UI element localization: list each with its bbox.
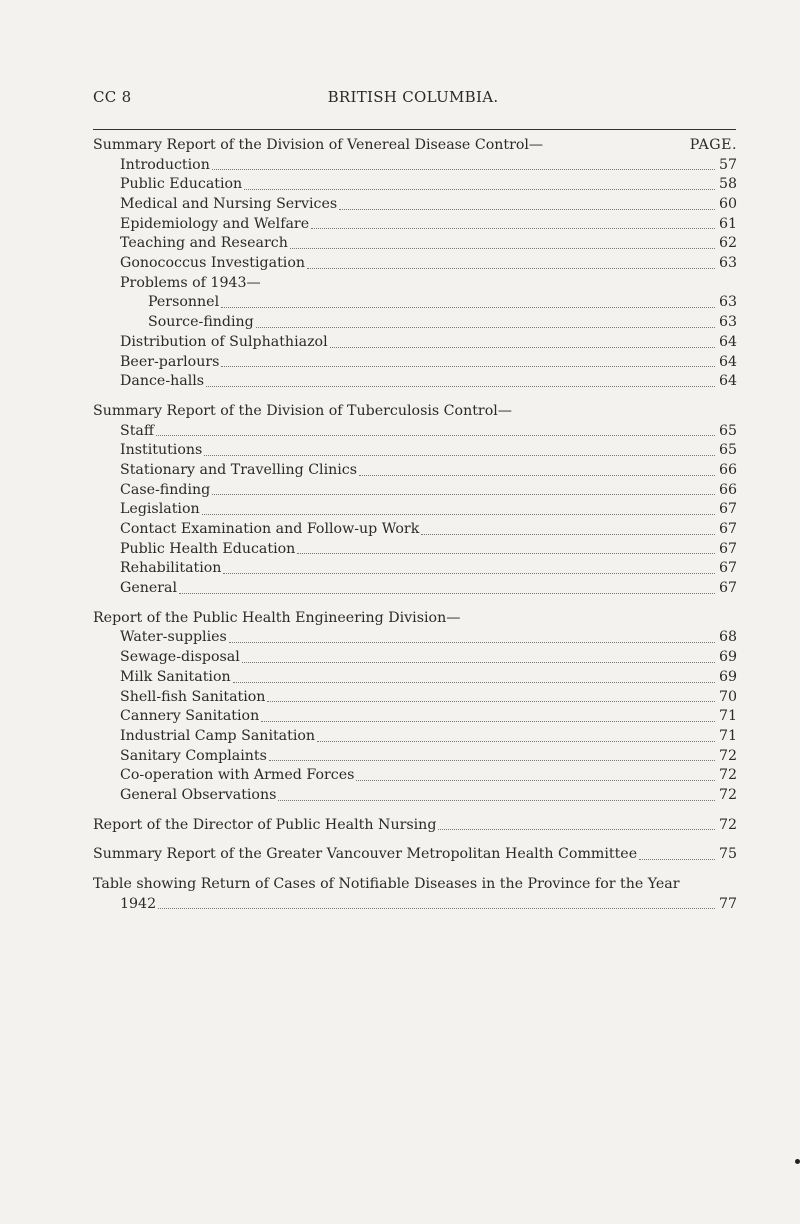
dot-leader [223,573,715,574]
dot-leader [639,859,715,860]
entry-title: Teaching and Research [120,235,288,252]
dot-leader [204,455,715,456]
entry-page: 60 [719,196,738,213]
toc-entry [93,461,737,481]
toc-entry [93,845,737,865]
toc-entry [93,254,737,274]
entry-page: 58 [719,176,738,193]
dot-leader [261,721,715,722]
entry-title: Source-finding [148,314,254,331]
ink-speck [795,1159,800,1164]
entry-title: Water-supplies [120,629,227,646]
toc-entry [93,313,737,333]
entry-title: Summary Report of the Greater Vancouver Metropolitan Health Committee [93,846,638,863]
entry-title: Report of the Director of Public Health Nursing [93,816,437,833]
entry-page: 72 [719,816,738,833]
section-title: Report of the Public Health Engineering Division— [93,609,461,626]
entry-page: 67 [719,501,738,518]
entry-title: Medical and Nursing Services [120,196,338,213]
toc-entry [93,441,737,461]
section-title: Summary Report of the Division of Venereal Disease Control— [93,136,544,153]
toc-entry-first-line [93,875,737,895]
entry-page: 77 [719,895,738,912]
entry-page: 66 [719,481,738,498]
section-entries [93,156,737,392]
entry-page: 67 [719,580,738,597]
toc-entry [93,274,737,294]
dot-leader [267,701,715,702]
entry-title: Case-finding [120,481,211,498]
entry-page: 69 [719,668,738,685]
toc-entry [93,747,737,767]
entry-page: 63 [719,255,738,272]
toc-entry [93,333,737,353]
dot-leader [158,908,715,909]
entry-title: Milk Sanitation [120,668,231,685]
entry-title: Contact Examination and Follow-up Work [120,521,420,538]
toc-entry [93,294,737,314]
dot-leader [269,760,715,761]
entry-title: Cannery Sanitation [120,708,260,725]
toc-entry [93,540,737,560]
entry-title: Gonococcus Investigation [120,255,305,272]
entry-title: Table showing Return of Cases of Notifiable Diseases in the Province for the Year [93,876,680,893]
section-entries [93,422,737,599]
entry-title: Public Health Education [120,540,296,557]
entry-title-continued: 1942 [120,895,157,912]
toc-entry [93,234,737,254]
toc-entry [93,520,737,540]
entry-page: 68 [719,629,738,646]
toc-entry [93,766,737,786]
entry-page: 69 [719,649,738,666]
entry-page: 57 [719,156,738,173]
entry-title: General [120,580,178,597]
running-title: BRITISH COLUMBIA. [327,88,499,106]
dot-leader [438,829,715,830]
entry-page: 72 [719,786,738,803]
toc-entry [93,648,737,668]
section-entries [93,629,737,806]
entry-page: 72 [719,747,738,764]
toc-entry [93,559,737,579]
entry-title: Sanitary Complaints [120,747,267,764]
entry-title: Personnel [148,294,220,311]
entry-title: Problems of 1943— [120,274,261,291]
entry-page: 61 [719,215,738,232]
entry-title: Introduction [120,156,210,173]
entry-title: Beer-parlours [120,353,220,370]
toc-entry [93,353,737,373]
toc-entry [93,195,737,215]
toc-entry [93,422,737,442]
entry-title: Legislation [120,501,200,518]
entry-title: Staff [120,422,154,439]
dot-leader [356,780,715,781]
entry-page: 75 [719,846,738,863]
dot-leader [233,682,715,683]
toc-entry [93,707,737,727]
entry-page: 64 [719,333,738,350]
dot-leader [242,662,715,663]
dot-leader [421,534,715,535]
dot-leader [221,307,715,308]
toc-entry [93,175,737,195]
entry-title: Distribution of Sulphathiazol [120,333,328,350]
entry-title: Shell-fish Sanitation [120,688,266,705]
dot-leader [290,248,715,249]
entry-page: 72 [719,767,738,784]
dot-leader [278,800,715,801]
entry-title: Stationary and Travelling Clinics [120,461,358,478]
entry-page: 62 [719,235,738,252]
section-heading [93,402,737,422]
entry-page: 65 [719,422,738,439]
entry-page: 67 [719,521,738,538]
dot-leader [221,366,715,367]
toc-entry [93,688,737,708]
entry-title: Dance-halls [120,373,205,390]
toc-entry-continuation [93,895,737,915]
dot-leader [156,435,715,436]
toc-entry [93,215,737,235]
toc-entry [93,500,737,520]
toc-entry [93,629,737,649]
running-header [93,88,733,110]
entry-page: 71 [719,708,738,725]
toc-entry [93,481,737,501]
entry-title: Sewage-disposal [120,649,240,666]
entry-page: 65 [719,442,738,459]
dot-leader [212,494,715,495]
table-of-contents [93,136,737,914]
entry-page: 67 [719,560,738,577]
dot-leader [202,514,715,515]
dot-leader [229,642,715,643]
entry-page: 63 [719,294,738,311]
entry-title: Co-operation with Armed Forces [120,767,355,784]
section-heading [93,609,737,629]
header-rule [93,129,736,130]
entry-page: 66 [719,461,738,478]
entry-title: Rehabilitation [120,560,222,577]
dot-leader [359,475,715,476]
dot-leader [339,209,715,210]
toc-entry [93,786,737,806]
dot-leader [330,347,715,348]
toc-entry [93,372,737,392]
toc-entry [93,727,737,747]
section-heading [93,136,737,156]
dot-leader [307,268,715,269]
dot-leader [206,386,715,387]
toc-entry [93,156,737,176]
entry-page: 64 [719,373,738,390]
entry-page: 70 [719,688,738,705]
toc-entry [93,816,737,836]
toc-entry [93,668,737,688]
dot-leader [244,189,715,190]
entry-title: General Observations [120,786,277,803]
entry-page: 71 [719,727,738,744]
entry-title: Public Education [120,176,243,193]
dot-leader [256,327,715,328]
dot-leader [212,169,715,170]
dot-leader [297,553,715,554]
entry-page: 63 [719,314,738,331]
toc-entry [93,579,737,599]
entry-title: Epidemiology and Welfare [120,215,310,232]
page-column-label: PAGE. [689,136,737,153]
entry-title: Industrial Camp Sanitation [120,727,316,744]
entry-page: 64 [719,353,738,370]
page-number-label: CC 8 [93,88,132,106]
section-title: Summary Report of the Division of Tuberculosis Control— [93,402,512,419]
dot-leader [179,593,715,594]
dot-leader [317,741,715,742]
entry-page: 67 [719,540,738,557]
dot-leader [311,228,715,229]
entry-title: Institutions [120,442,203,459]
